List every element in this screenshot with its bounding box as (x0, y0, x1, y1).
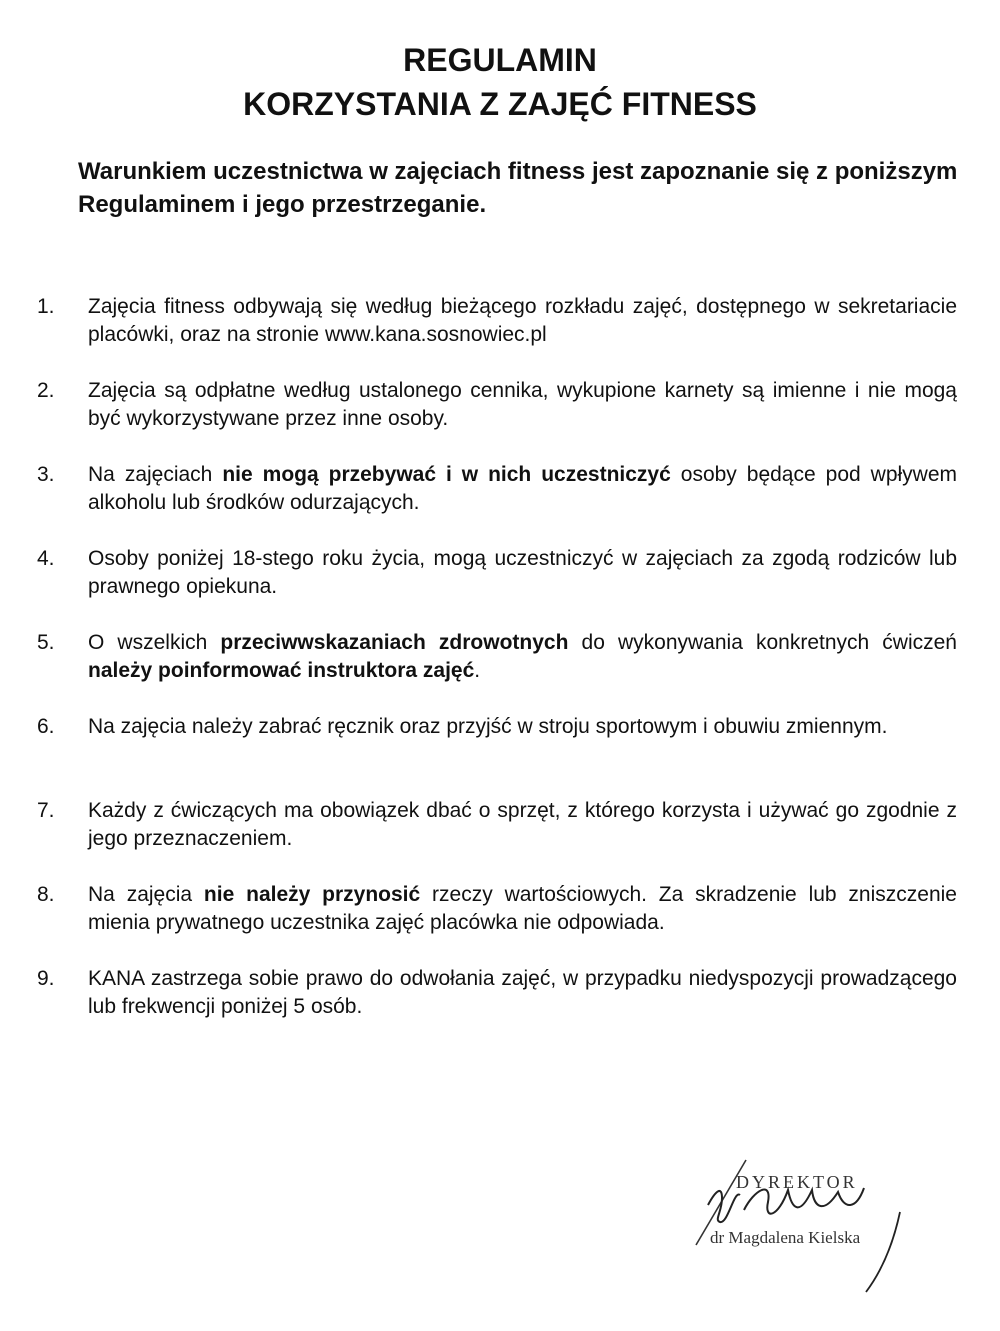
rule-text (88, 797, 957, 853)
rule-text (88, 881, 957, 937)
rule-text (88, 293, 957, 349)
rule-text-bold: nie należy przynosić (203, 883, 421, 906)
intro-paragraph: Warunkiem uczestnictwa w zajęciach fitness jest zapoznanie się z poniższym Regulaminem i jego przestrzeganie. (78, 158, 958, 218)
rule-text-segment: Na zajęcia należy zabrać ręcznik oraz przyjść w stroju sportowym i obuwiu zmiennym. (88, 715, 888, 738)
rule-text-segment: Na zajęcia (88, 883, 204, 906)
rule-text-segment: rzeczy wartościowych. Za skradzenie lub zniszczenie mienia prywatnego uczestnika zajęć placówka nie odpowiada. (88, 883, 957, 934)
rule-text-bold: przeciwwskazaniach zdrowotnych (220, 631, 569, 654)
rule-text (88, 545, 957, 601)
signature-name: dr Magdalena Kielska (710, 1228, 861, 1247)
rule-number: 5. (37, 631, 55, 654)
rule-text-segment: Każdy z ćwiczących ma obowiązek dbać o sprzęt, z którego korzysta i używać go zgodnie z jego przeznaczeniem. (88, 799, 957, 850)
rule-text-bold: nie mogą przebywać i w nich uczestniczyć (222, 463, 671, 486)
rule-text (88, 629, 957, 685)
signature-title: DYREKTOR (736, 1172, 858, 1192)
rule-text-segment: Osoby poniżej 18-stego roku życia, mogą uczestniczyć w zajęciach za zgodą rodziców lub prawnego opiekuna. (88, 547, 957, 598)
rule-number: 9. (37, 967, 55, 990)
rule-number: 7. (37, 799, 55, 822)
rule-text (88, 461, 957, 517)
rule-number: 6. (37, 715, 55, 738)
rule-text-segment: osoby będące pod wpływem alkoholu lub środków odurzających. (88, 463, 957, 514)
rule-text-bold: należy poinformować instruktora zajęć (88, 659, 475, 682)
document-title: REGULAMIN (403, 42, 597, 78)
rule-text-segment: KANA zastrzega sobie prawo do odwołania zajęć, w przypadku niedyspozycji prowadzącego lub frekwencji poniżej 5 osób. (88, 967, 957, 1018)
signature-stamp (688, 1150, 928, 1300)
rule-number: 3. (37, 463, 55, 486)
rule-number: 8. (37, 883, 55, 906)
rule-text (88, 713, 957, 741)
rule-number: 1. (37, 295, 55, 318)
rule-text-segment: Zajęcia fitness odbywają się według bieżącego rozkładu zajęć, dostępnego w sekretariacie placówki, oraz na stronie www.kana.sosnowiec.pl (88, 295, 957, 346)
rule-text-segment: do wykonywania konkretnych ćwiczeń (568, 631, 957, 654)
rule-number: 4. (37, 547, 55, 570)
rule-text-segment: O wszelkich (88, 631, 221, 654)
rule-text-segment: Zajęcia są odpłatne według ustalonego cennika, wykupione karnety są imienne i nie mogą być wykorzystywane przez inne osoby. (88, 379, 957, 430)
document-subtitle: KORZYSTANIA Z ZAJĘĆ FITNESS (243, 86, 757, 122)
rule-text (88, 965, 957, 1021)
rule-text (88, 377, 957, 433)
rule-text-segment: Na zajęciach (88, 463, 223, 486)
rule-text-segment: . (474, 659, 481, 682)
rule-number: 2. (37, 379, 55, 402)
